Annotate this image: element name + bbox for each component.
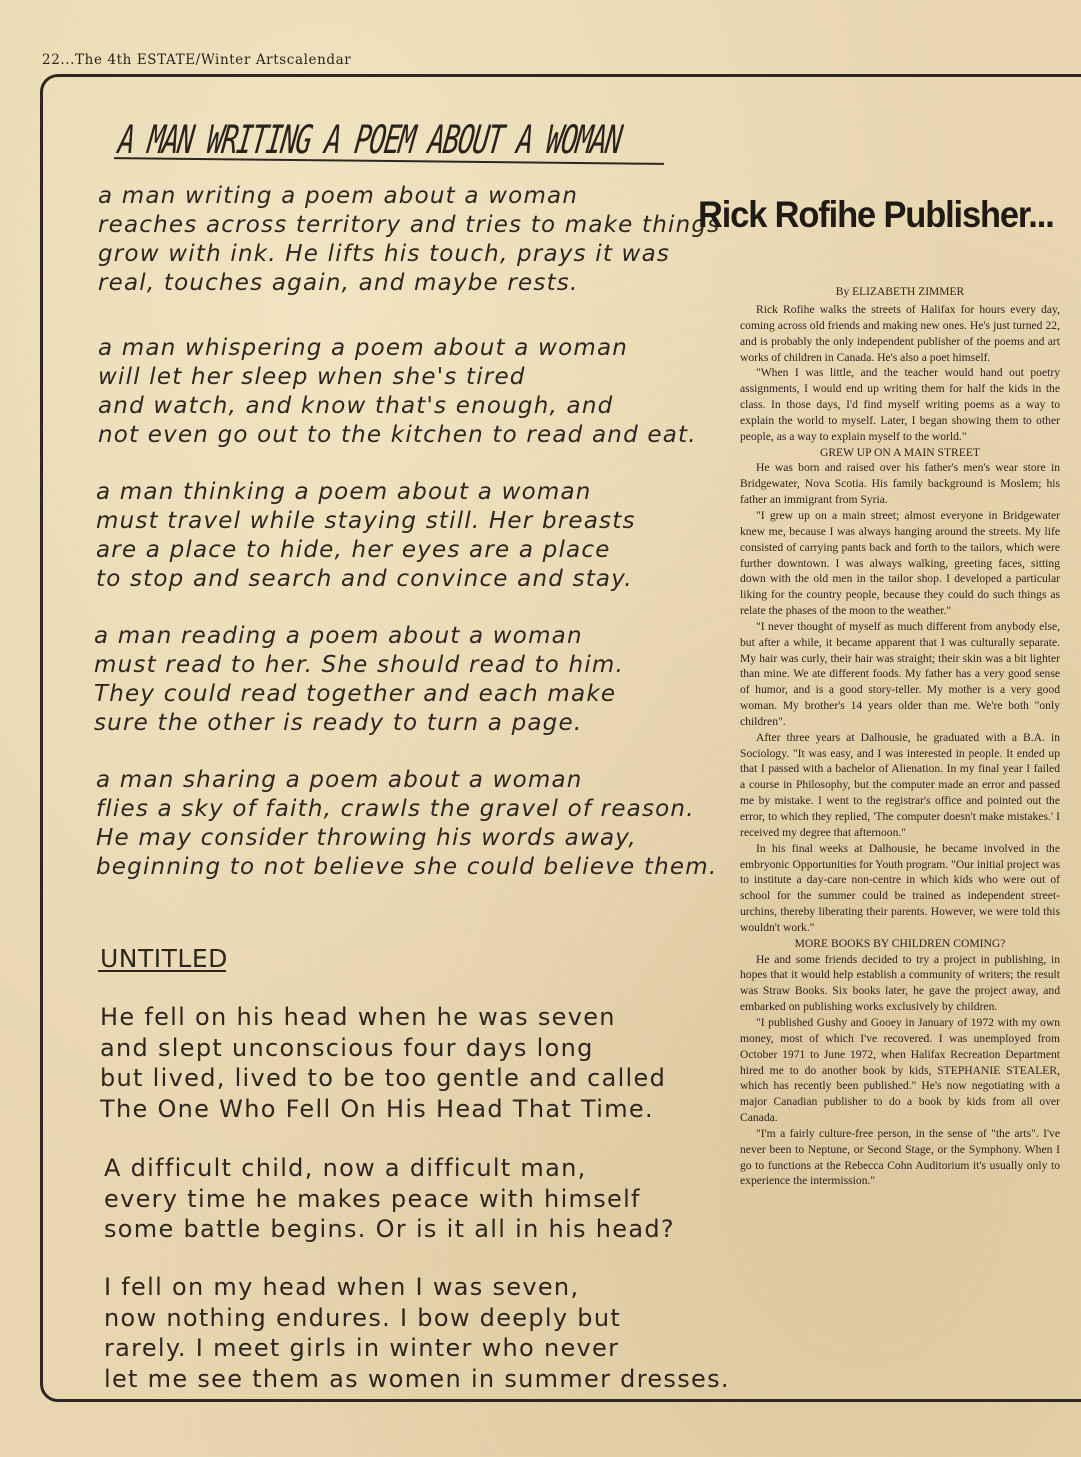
article-paragraph: "I'm a fairly culture-free person, in the sense of "the arts". I've never been to Neptune, or Second Stage, or the Symphony. When I go to functions at the Rebecca Cohn Auditorium it's usually only to experience the intermission." (740, 1126, 1060, 1188)
article-paragraph: "I never thought of myself as much different from anybody else, but after a while, it became apparent that I was culturally separate. My hair was curly, their hair was straight; their skin was a bit lighter than mine. We ate different foods. My father has a very good sense of humor, and is a good story-teller. My mother is a very good woman. My brother's 14 years older than me. We're both "only children". (740, 619, 1060, 728)
poem-line: reaches across territory and tries to make things (98, 212, 721, 238)
poem-line: flies a sky of faith, crawls the gravel of reason. (96, 796, 695, 822)
poem-stanza-4 (94, 622, 624, 738)
untitled-stanza-2 (104, 1153, 675, 1245)
poem-line: a man reading a poem about a woman (94, 623, 583, 649)
page-header: 22...The 4th ESTATE/Winter Artscalendar (42, 52, 352, 68)
poem-stanza-1 (98, 182, 720, 298)
poem-line: I fell on my head when I was seven, (104, 1273, 580, 1301)
article-paragraph: "I grew up on a main street; almost everyone in Bridgewater knew me, because I was always hanging around the streets. My life consisted of carrying pants back and forth to the tailors, which were further downtown. I was always walking, greeting faces, sitting down with the old men in the tailor shop. I developed a particular liking for the country people, because they could do such things as relate the phases of the moon to the weather." (740, 508, 1060, 618)
article-body (740, 302, 1060, 1189)
poem-line: let me see them as women in summer dresses. (104, 1364, 730, 1393)
poem-stanza-2 (98, 334, 697, 450)
poem-line: sure the other is ready to turn a page. (94, 710, 583, 736)
article-paragraph: In his final weeks at Dalhousie, he became involved in the embryonic Opportunities for Youth program. "Our initial project was to institute a day-care non-centre in which kids who were out of school for the summer could be trained as independent street-urchins, thereby liberating their parents. However, we were told this wouldn't work." (740, 841, 1060, 934)
poem-stanza-3 (96, 478, 636, 594)
poem-line: a man whispering a poem about a woman (98, 335, 629, 361)
poem-line: a man thinking a poem about a woman (96, 479, 592, 505)
poem-line: are a place to hide, her eyes are a place (96, 537, 611, 563)
untitled-underline (98, 970, 226, 972)
poem-line: a man sharing a poem about a woman (96, 767, 583, 793)
article-paragraph: "When I was little, and the teacher would hand out poetry assignments, I would end up writing them for half the kids in the class. In those days, I'd find myself writing poems as a way to explain the world to myself. Later, I began showing them to other people, as a way to explain myself to the world." (740, 366, 1060, 443)
poem-line: They could read together and each make (94, 681, 617, 707)
poem-line: beginning to not believe she could believe them. (96, 854, 718, 880)
poem-line: a man writing a poem about a woman (98, 183, 579, 209)
untitled-stanza-1 (100, 1002, 666, 1124)
poem-line: every time he makes peace with himself (104, 1184, 641, 1213)
poem-line: The One Who Fell On His Head That Time. (100, 1094, 654, 1123)
untitled-stanza-3 (104, 1272, 730, 1394)
poem-line: must travel while staying still. Her breasts (96, 508, 636, 534)
article-paragraph: "I published Gushy and Gooey in January of 1972 with my own money, most of which I've recovered. I was unemployed from October 1971 to June 1972, when Halifax Recreation Department hired me to do another book by kids, STEPHANIE STEALER, which has recently been published." He's now negotiating with a major Canadian publisher to do a book by kids from all over Canada. (740, 1015, 1060, 1125)
poem-line: some battle begins. Or is it all in his head? (104, 1215, 675, 1243)
article-paragraph: He and some friends decided to try a project in publishing, in hopes that it would help establish a community of writers; the result was Straw Books. Six books later, he gave the project away, and embarked on publishing works exclusively by children. (740, 952, 1060, 1014)
article-byline: By ELIZABETH ZIMMER (835, 286, 965, 298)
article-paragraph: After three years at Dalhousie, he graduated with a B.A. in Sociology. "It was easy, and I was interested in people. It ended up that I passed with a bachelor of Alienation. In my final year I failed a course in Philosophy, but the computer made an error and passed me by mistake. I went to the registrar's office and pointed out the error, to which they replied, 'The computer doesn't make mistakes.' I received my degree that afternoon." (740, 730, 1060, 839)
article-paragraph: Rick Rofihe walks the streets of Halifax for hours every day, coming across old friends and making new ones. He's just turned 22, and is probably the only independent publisher of the poems and art works of children in Canada. He's also a poet himself. (740, 303, 1060, 364)
article-paragraph: He was born and raised over his father's men's wear store in Bridgewater, Nova Scotia. His family background is Moslem; his father an immigrant from Syria. (740, 461, 1060, 507)
poem-title: A MAN WRITING A POEM ABOUT A WOMAN (115, 118, 624, 163)
article-subhead: GREW UP ON A MAIN STREET (819, 445, 981, 459)
poem-line: but lived, lived to be too gentle and called (100, 1064, 667, 1092)
poem-line: and watch, and know that's enough, and (98, 393, 614, 419)
untitled-title: UNTITLED (100, 944, 228, 973)
poem-line: A difficult child, now a difficult man, (104, 1154, 587, 1182)
poem-line: to stop and search and convince and stay. (96, 566, 633, 592)
poem-line: He may consider throwing his words away, (96, 825, 637, 851)
poem-line: He fell on his head when he was seven (100, 1003, 616, 1031)
article-headline: Rick Rofihe Publisher... (698, 194, 1054, 235)
article-subhead: MORE BOOKS BY CHILDREN COMING? (794, 936, 1006, 950)
poem-line: real, touches again, and maybe rests. (98, 270, 579, 296)
poem-line: now nothing endures. I bow deeply but (104, 1303, 622, 1332)
poem-line: rarely. I meet girls in winter who never (104, 1334, 620, 1362)
poem-line: must read to her. She should read to him. (94, 652, 625, 678)
poem-line: not even go out to the kitchen to read and eat. (98, 422, 697, 448)
poem-line: will let her sleep when she's tired (98, 364, 526, 390)
poem-stanza-5 (96, 766, 717, 882)
poem-line: and slept unconscious four days long (100, 1033, 594, 1062)
poem-line: grow with ink. He lifts his touch, prays it was (98, 241, 671, 267)
